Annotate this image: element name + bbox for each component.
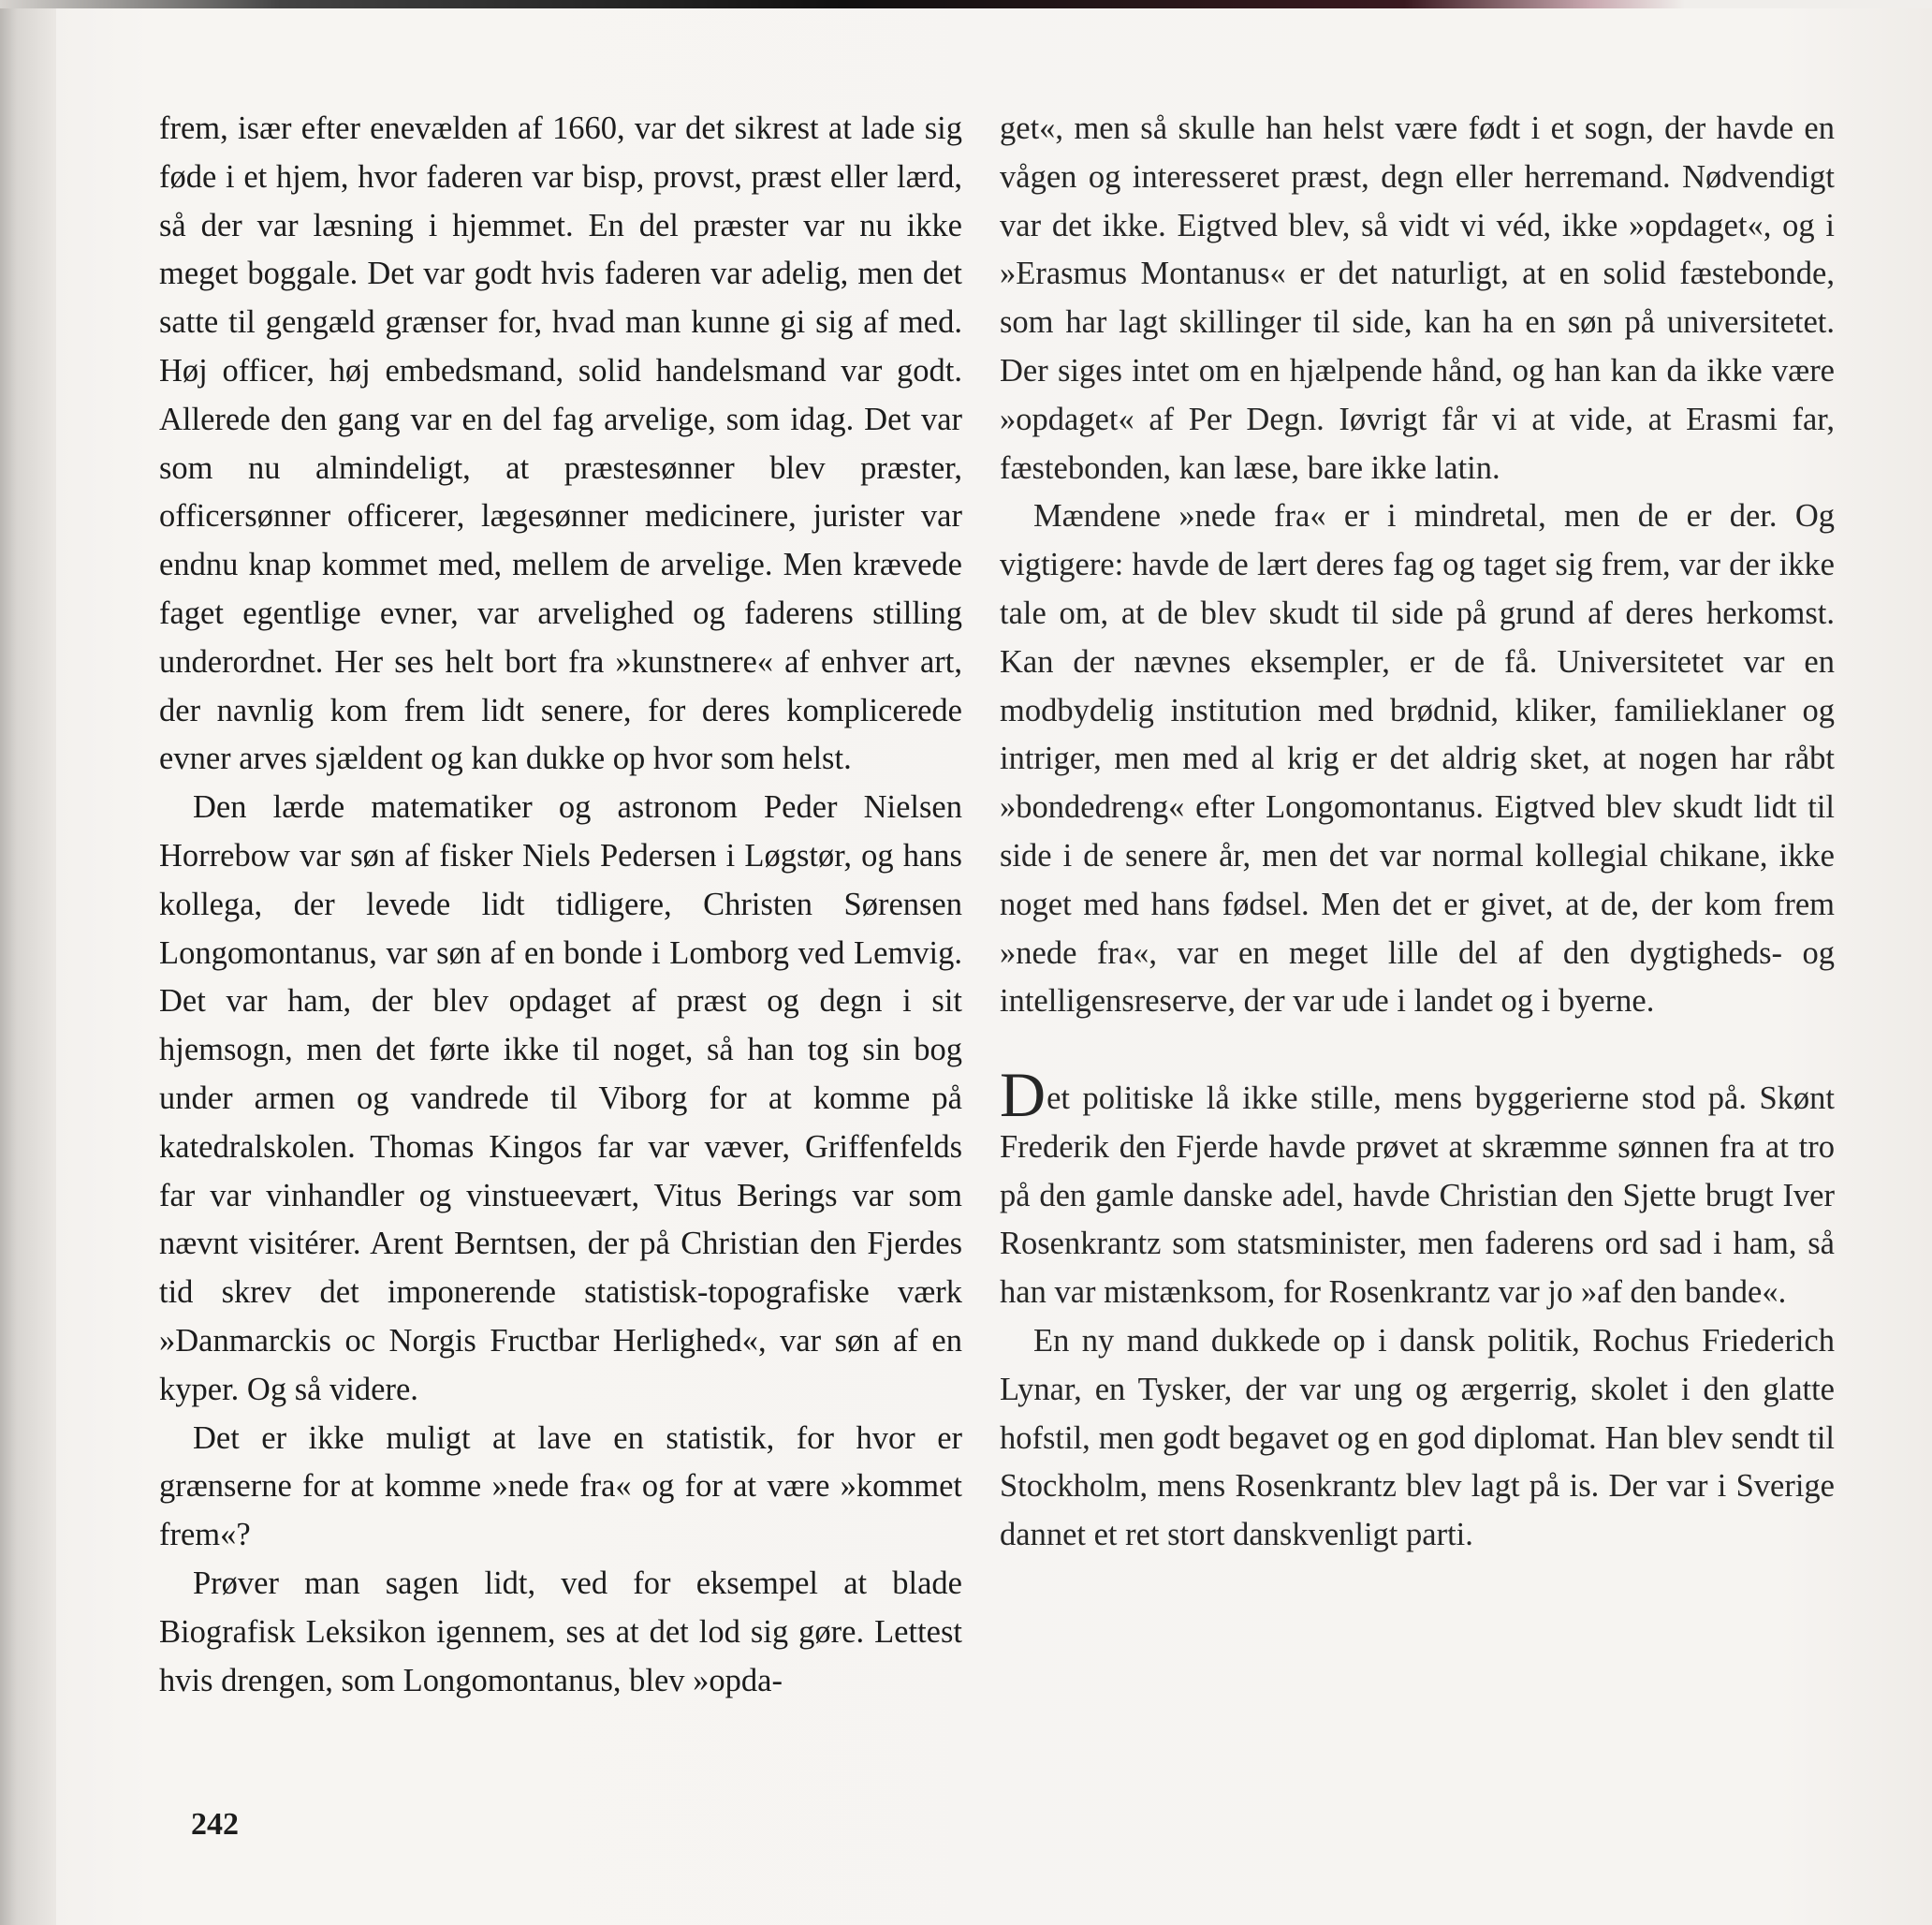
paragraph: get«, men så skulle han helst være født i et sogn, der havde en vågen og interesseret præst, degn eller herremand. Nødvendigt var det ikke. Eigtved blev, så vidt vi véd, ikke »opdaget«, og i »Erasmus Montanus« er det naturligt, at en solid fæstebonde, som har lagt skillinger til side, kan ha en søn på universitetet. Der siges intet om en hjælpende hånd, og han kan da ikke være »opdaget« af Per Degn. Iøvrigt får vi at vide, at Erasmi far, fæstebonden, kan læse, bare ikke latin. — [1000, 110, 1835, 486]
book-gutter — [0, 0, 56, 1925]
right-text-column — [1000, 105, 1835, 1560]
section-paragraph-text: et politiske lå ikke stille, mens byggerierne stod på. Skønt Frederik den Fjerde havde prøvet at skræmme sønnen fra at tro på den gamle danske adel, havde Christian den Sjette brugt Iver Rosenkrantz som statsminister, men faderens ord sad i ham, så han var mistænksom, for Rosenkrantz var jo »af den bande«. — [1000, 1080, 1835, 1311]
left-text-column — [159, 105, 962, 1705]
page-top-edge — [0, 0, 1932, 8]
paragraph: Mændene »nede fra« er i mindretal, men de er der. Og vigtigere: havde de lært deres fag og taget sig frem, var der ikke tale om, at de blev skudt til side på grund af deres herkomst. Kan der nævnes eksempler, er de få. Universitetet var en modbydelig institution med brødnid, kliker, familieklaner og intriger, men med al krig er det aldrig sket, at nogen har råbt »bondedreng« efter Longomontanus. Eigtved blev skudt lidt til side i de senere år, men det var normal kollegial chikane, ikke noget med hans fødsel. Men det er givet, at de, der kom frem »nede fra«, var en meget lille del af den dygtigheds- og intelligensreserve, der var ude i landet og i byerne. — [1000, 498, 1835, 1020]
drop-cap: D — [1000, 1058, 1046, 1130]
paragraph: En ny mand dukkede op i dansk politik, Rochus Friederich Lynar, en Tysker, der var ung og ærgerrig, skolet i den glatte hofstil, men godt begavet og en god diplomat. Han blev sendt til Stockholm, mens Rosenkrantz blev lagt på is. Der var i Sverige dannet et ret stort danskvenligt parti. — [1000, 1322, 1835, 1553]
paragraph: frem, især efter enevælden af 1660, var det sikrest at lade sig føde i et hjem, hvor faderen var bisp, provst, præst eller lærd, så der var læsning i hjemmet. En del præster var nu ikke meget boggale. Det var godt hvis faderen var adelig, men det satte til gengæld grænser for, hvad man kunne gi sig af med. Høj officer, høj embedsmand, solid handelsmand var godt. Allerede den gang var en del fag arvelige, som idag. Det var som nu almindeligt, at præstesønner blev præster, officersønner officerer, lægesønner medicinere, jurister var endnu knap kommet med, mellem de arvelige. Men krævede faget egentlige evner, var arvelighed og faderens stilling underordnet. Her ses helt bort fra »kunstnere« af enhver art, der navnlig kom frem lidt senere, for deres komplicerede evner arves sjældent og kan dukke op hvor som helst. — [159, 110, 962, 777]
paragraph: Det er ikke muligt at lave en statistik, for hvor er grænserne for at komme »nede fra« og for at være »kommet frem«? — [159, 1419, 962, 1553]
section-paragraph — [1000, 1058, 1835, 1317]
page-number: 242 — [191, 1807, 239, 1842]
paragraph: Prøver man sagen lidt, ved for eksempel at blade Biografisk Leksikon igennem, ses at det lod sig gøre. Lettest hvis drengen, som Longomontanus, blev »opda- — [159, 1565, 962, 1698]
paragraph: Den lærde matematiker og astronom Peder Nielsen Horrebow var søn af fisker Niels Pedersen i Løgstør, og hans kollega, der levede lidt tidligere, Christen Sørensen Longomontanus, var søn af en bonde i Lomborg ved Lemvig. Det var ham, der blev opdaget af præst og degn i sit hjemsogn, men det førte ikke til noget, så han tog sin bog under armen og vandrede til Viborg for at komme på katedralskolen. Thomas Kingos far var væver, Griffenfelds far var vinhandler og vinstueevært, Vitus Berings var som nævnt visitérer. Arent Berntsen, der på Christian den Fjerdes tid skrev det imponerende statistisk-topografiske værk »Danmarckis oc Norgis Fructbar Herlighed«, var søn af en kyper. Og så videre. — [159, 789, 962, 1407]
